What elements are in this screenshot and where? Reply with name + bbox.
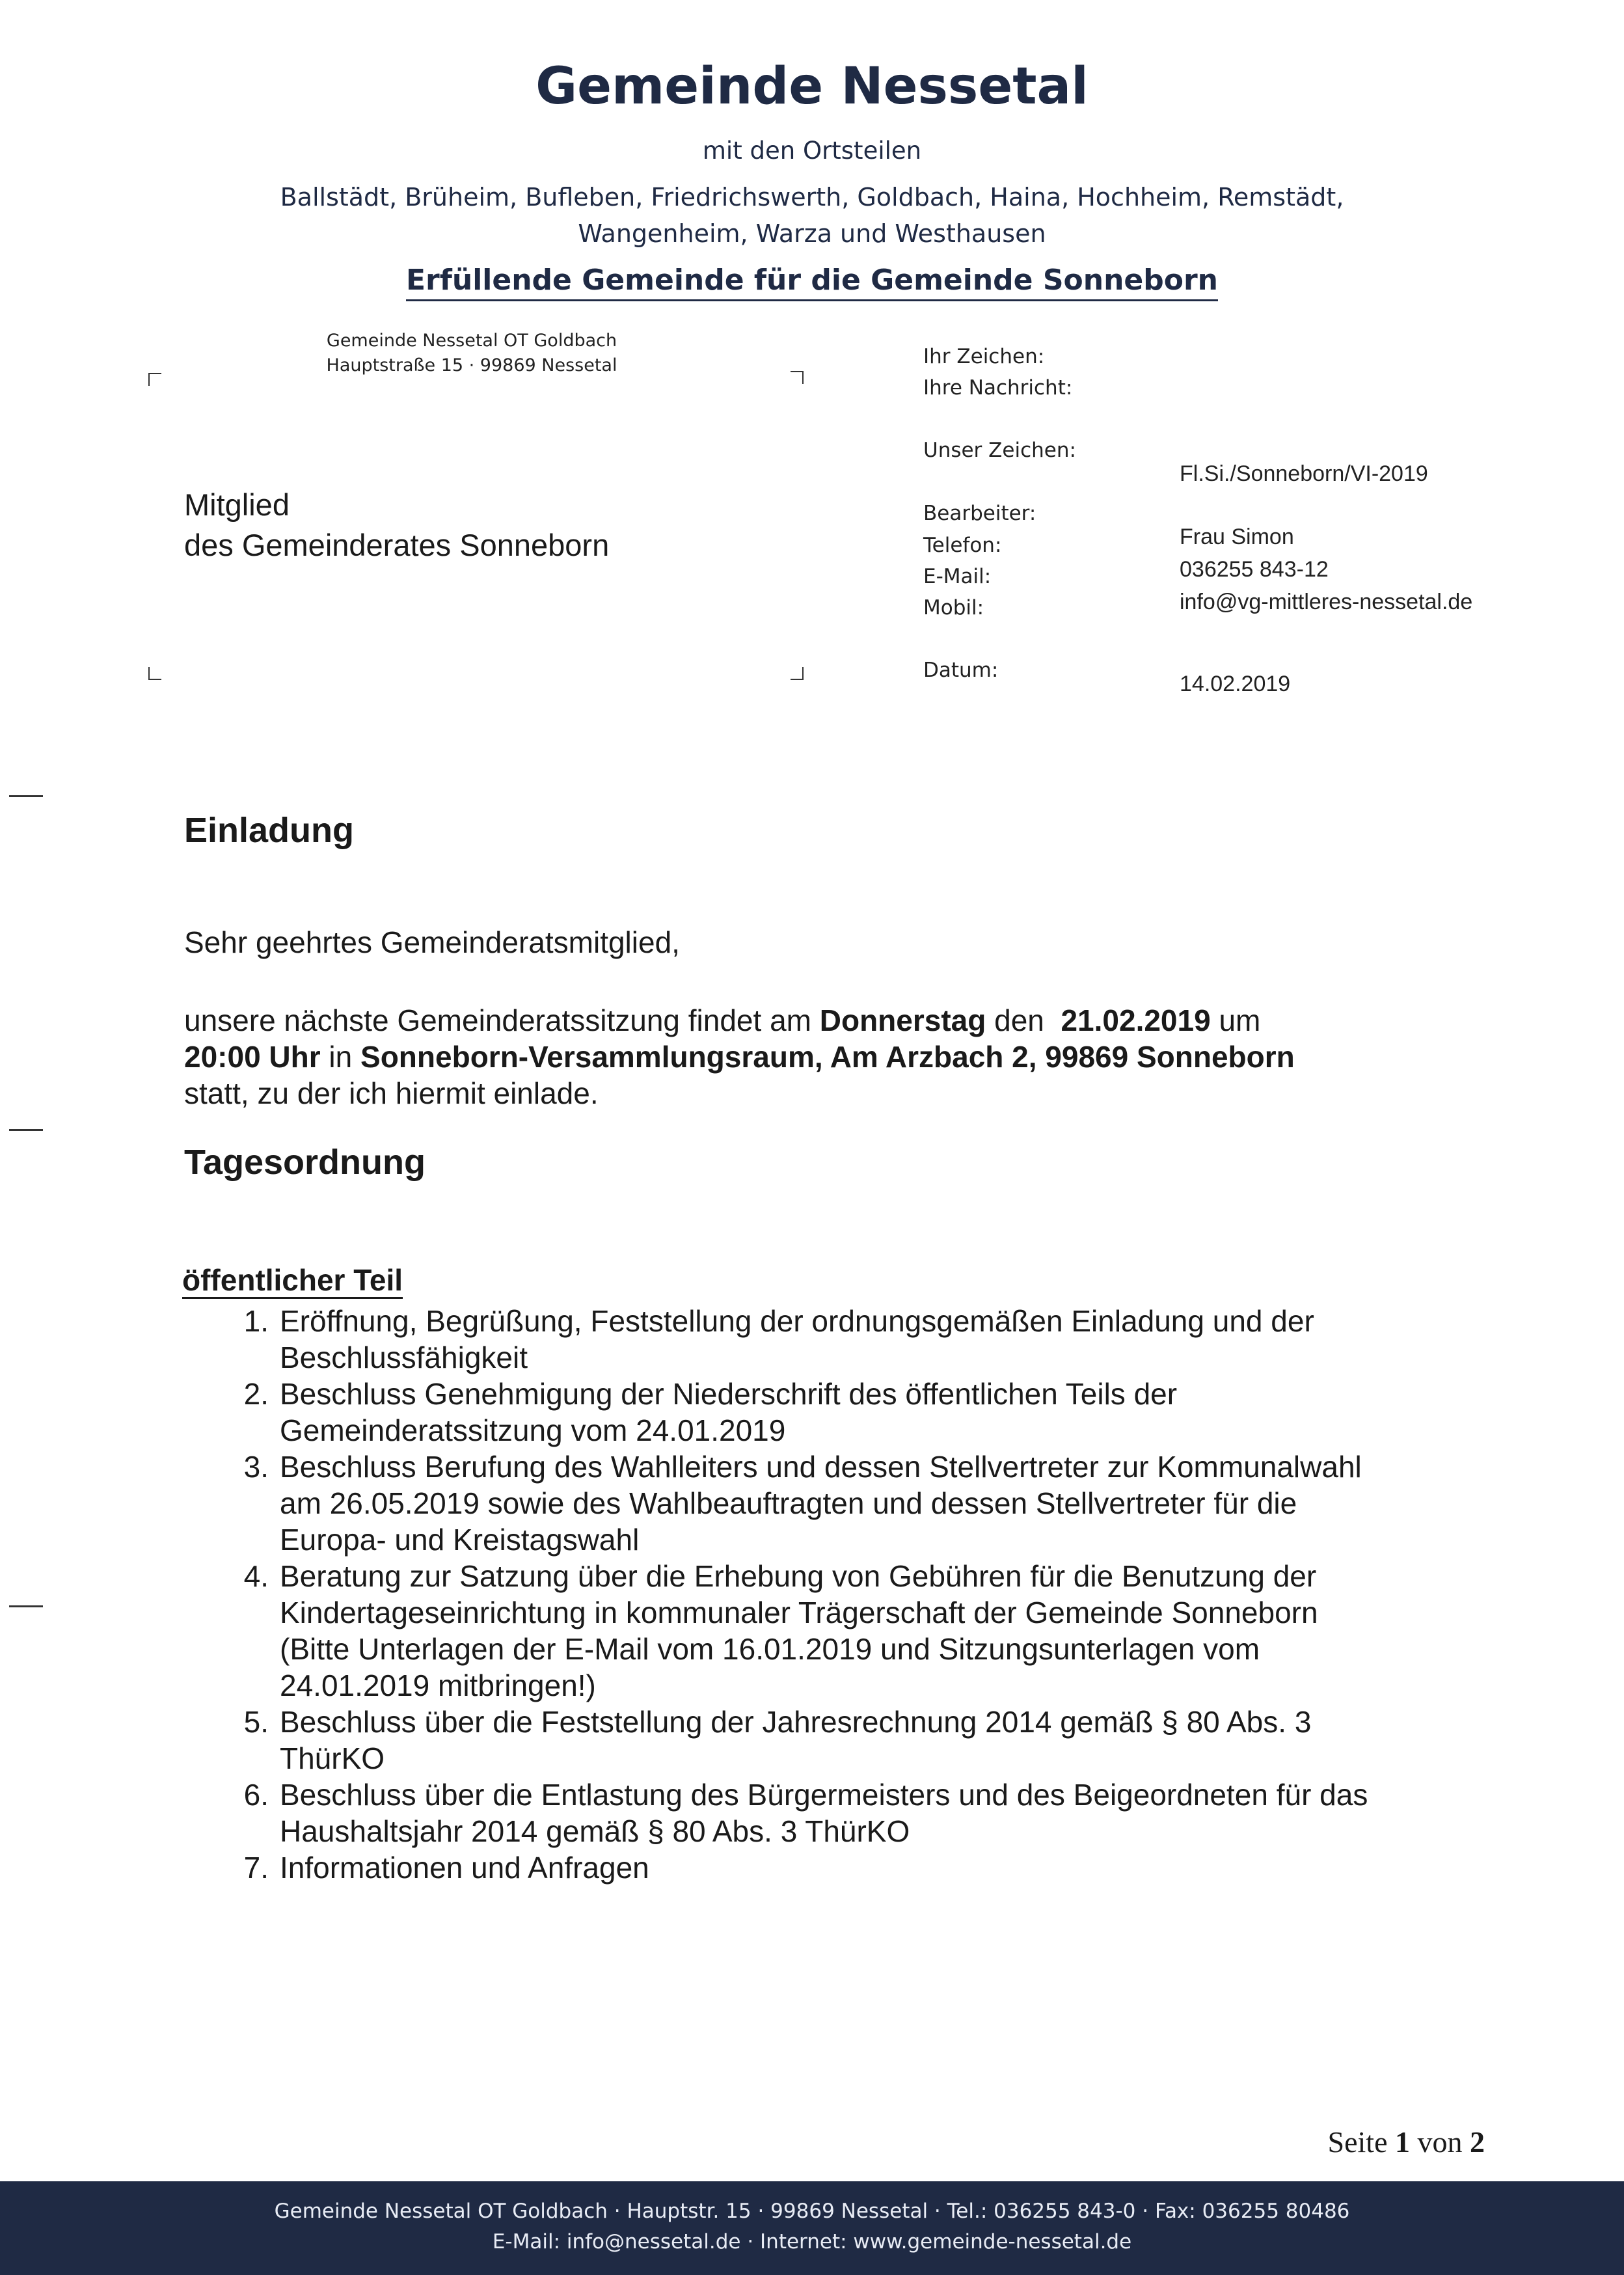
salutation: Sehr geehrtes Gemeinderatsmitglied, [184,925,680,959]
agenda-item-line: Beschluss Genehmigung der Niederschrift des öffentlichen Teils der [280,1377,1178,1411]
agenda-item [182,1849,1477,1886]
agenda-item-line: Europa- und Kreistagswahl [280,1523,640,1557]
invitation-text: unsere nächste Gemeinderatssitzung findet am [184,1003,820,1037]
address-window-corner-mark [791,371,804,384]
agenda-item-line: Beratung zur Satzung über die Erhebung von Gebühren für die Benutzung der [280,1559,1317,1593]
recipient-line: Mitglied [184,487,290,522]
agenda-item-number: 7. [243,1851,269,1885]
value-bearbeiter: Frau Simon [1180,524,1294,549]
page-number-total: 2 [1470,2125,1485,2159]
sender-line: Gemeinde Nessetal OT Goldbach [326,331,617,351]
invitation-text: um [1210,1003,1261,1037]
agenda-item-line: ThürKO [280,1741,385,1775]
label-unser-zeichen: Unser Zeichen: [923,439,1076,462]
public-section-label-text: öffentlicher Teil [182,1263,403,1299]
agenda-item-number: 2. [243,1377,269,1411]
label-email: E-Mail: [923,565,992,588]
agenda-item-line: Eröffnung, Begrüßung, Feststellung der ordnungsgemäßen Einladung und der [280,1304,1314,1338]
agenda-item-line: Gemeinderatssitzung vom 24.01.2019 [280,1413,786,1447]
agenda-item [182,1777,1477,1849]
label-datum: Datum: [923,659,999,682]
fulfilling-municipality-text: Erfüllende Gemeinde für die Gemeinde Sonneborn [406,264,1218,301]
fulfilling-municipality-line [0,264,1624,297]
agenda-heading: Tagesordnung [184,1143,426,1182]
agenda-item-line: Kindertageseinrichtung in kommunaler Trägerschaft der Gemeinde Sonneborn [280,1596,1318,1629]
fold-mark [9,795,43,797]
label-bearbeiter: Bearbeiter: [923,502,1036,525]
agenda-item-line: Informationen und Anfragen [280,1851,649,1885]
agenda-item-number: 5. [243,1705,269,1739]
value-telefon: 036255 843-12 [1180,557,1329,582]
municipality-subtitle: mit den Ortsteilen [702,137,922,165]
invitation-line: statt, zu der ich hiermit einlade. [184,1076,599,1110]
agenda-item-line: 24.01.2019 mitbringen!) [280,1669,596,1702]
label-ihre-nachricht: Ihre Nachricht: [923,376,1073,400]
footer-contact-line: E-Mail: info@nessetal.de · Internet: www.gemeinde-nessetal.de [492,2230,1132,2254]
address-window-corner-mark [148,667,161,680]
agenda-item-number: 4. [243,1559,269,1593]
district-list-line: Ballstädt, Brüheim, Bufleben, Friedrichswerth, Goldbach, Haina, Hochheim, Remstädt, [280,183,1344,211]
page-number-text: von [1410,2125,1470,2159]
page-number-current: 1 [1395,2125,1410,2159]
invitation-text: in [320,1040,361,1074]
municipality-title: Gemeinde Nessetal [535,57,1089,116]
agenda-item [182,1704,1477,1777]
agenda-item-number: 6. [243,1778,269,1812]
agenda-item-line: Beschluss über die Entlastung des Bürgermeisters und des Beigeordneten für das [280,1778,1368,1812]
footer-address-line: Gemeinde Nessetal OT Goldbach · Hauptstr. 15 · 99869 Nessetal · Tel.: 036255 843-0 · Fax: 036255 80486 [274,2200,1350,2223]
agenda-item-line: Beschlussfähigkeit [280,1341,528,1374]
agenda-item [182,1376,1477,1449]
label-mobil: Mobil: [923,596,984,620]
value-datum: 14.02.2019 [1180,672,1291,696]
invitation-line [184,1002,1485,1039]
district-list-line: Wangenheim, Warza und Westhausen [578,219,1046,248]
sender-line: Hauptstraße 15 · 99869 Nessetal [326,355,617,375]
agenda-item-line: Haushaltsjahr 2014 gemäß § 80 Abs. 3 ThürKO [280,1814,910,1848]
value-email: info@vg-mittleres-nessetal.de [1180,590,1473,614]
invitation-paragraph [184,1002,1485,1111]
agenda-item-number: 3. [243,1450,269,1484]
footer-bar [0,2181,1624,2275]
invitation-text: den [986,1003,1061,1037]
label-ihr-zeichen: Ihr Zeichen: [923,345,1045,368]
value-unser-zeichen: Fl.Si./Sonneborn/VI-2019 [1180,461,1428,486]
page-number [1328,2125,1485,2159]
recipient-address [184,485,609,565]
agenda-item-line: (Bitte Unterlagen der E-Mail vom 16.01.2019 und Sitzungsunterlagen vom [280,1632,1260,1666]
recipient-line: des Gemeinderates Sonneborn [184,528,610,562]
label-telefon: Telefon: [923,534,1002,557]
page-number-text: Seite [1327,2125,1395,2159]
letter-heading: Einladung [184,811,354,850]
meeting-time: 20:00 Uhr [184,1040,321,1074]
agenda-list [182,1303,1477,1886]
agenda-item-line: Beschluss Berufung des Wahlleiters und dessen Stellvertreter zur Kommunalwahl [280,1450,1362,1484]
district-list [0,179,1624,252]
fold-mark [9,1605,43,1607]
meeting-weekday: Donnerstag [819,1003,986,1037]
address-window-corner-mark [791,667,804,680]
agenda-item-number: 1. [243,1304,269,1338]
agenda-item [182,1303,1477,1376]
invitation-line [184,1039,1485,1075]
meeting-date: 21.02.2019 [1061,1003,1211,1037]
agenda-item [182,1558,1477,1704]
agenda-item-line: am 26.05.2019 sowie des Wahlbeauftragten und dessen Stellvertreter für die [280,1486,1297,1520]
public-section-label [182,1262,403,1298]
agenda-item-line: Beschluss über die Feststellung der Jahresrechnung 2014 gemäß § 80 Abs. 3 [280,1705,1312,1739]
fold-mark [9,1129,43,1131]
agenda-item [182,1449,1477,1558]
sender-address [280,329,664,378]
address-window-corner-mark [148,373,161,386]
meeting-place: Sonneborn-Versammlungsraum, Am Arzbach 2, 99869 Sonneborn [360,1040,1295,1074]
